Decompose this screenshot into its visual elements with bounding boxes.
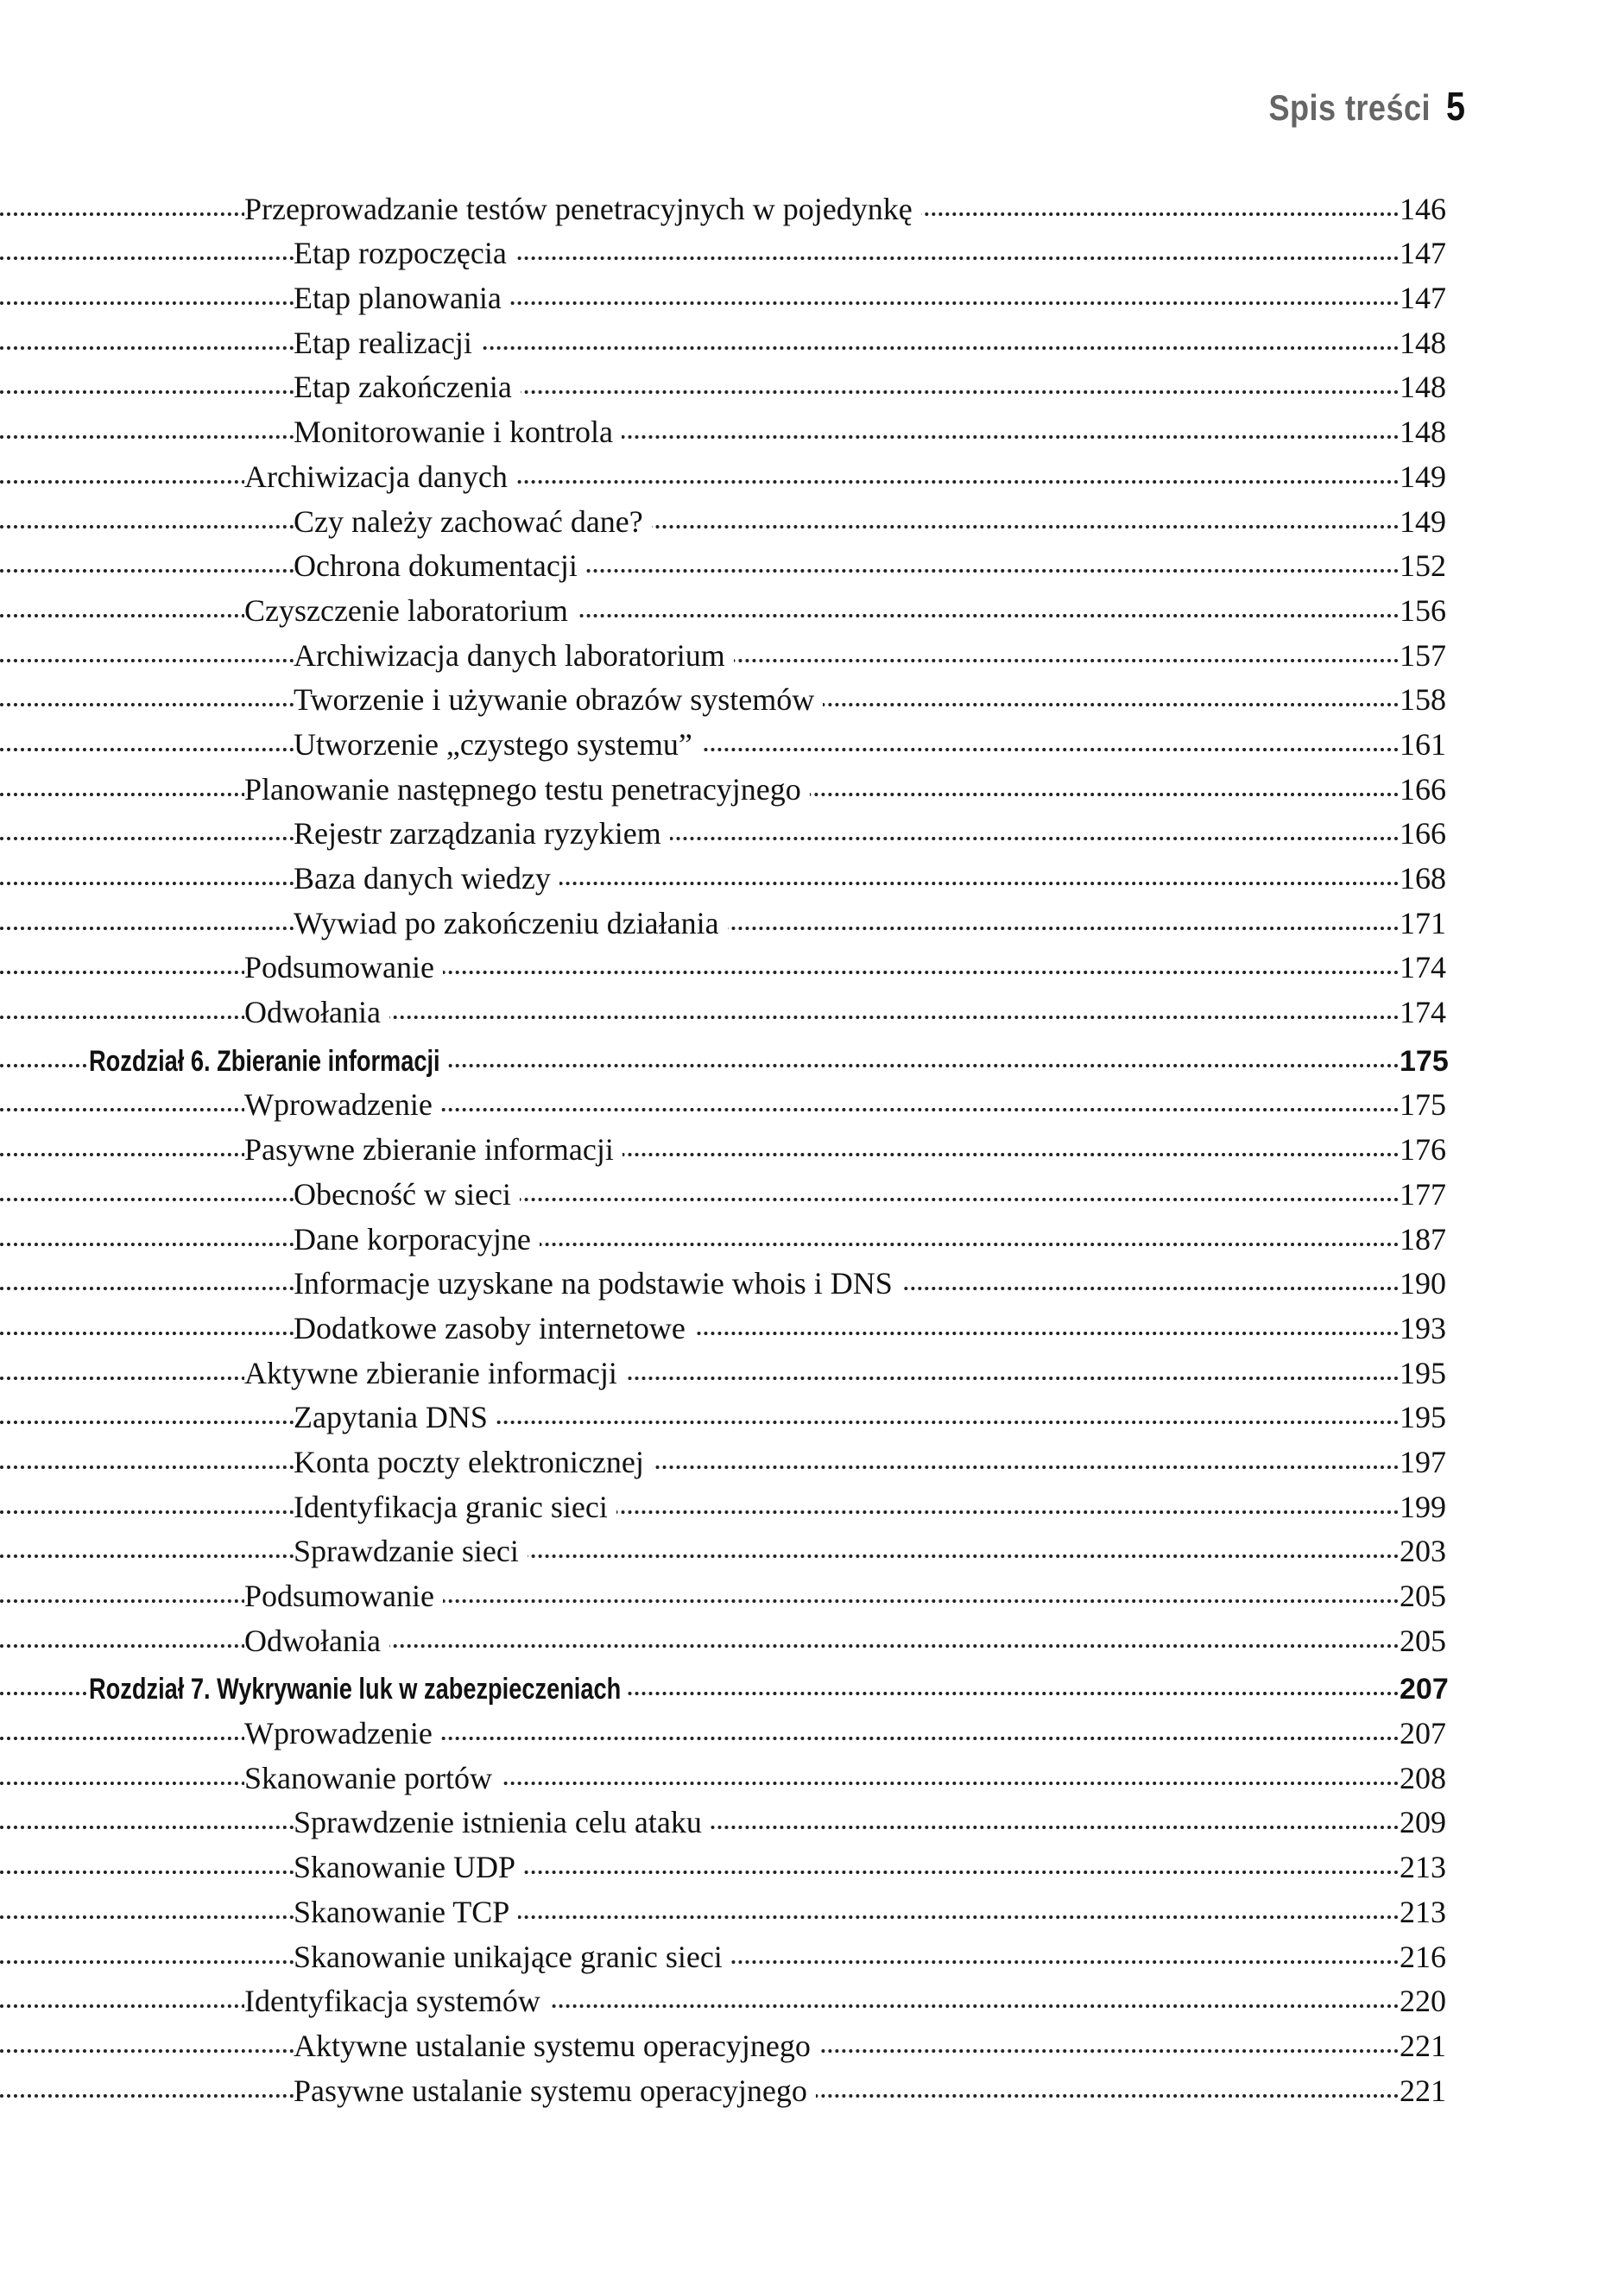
toc-entry-title: Rejestr zarządzania ryzykiem xyxy=(294,818,670,849)
toc-entry-page-number: 205 xyxy=(1400,1625,1470,1656)
toc-entry[interactable] xyxy=(0,1255,1470,1300)
toc-entry[interactable] xyxy=(0,760,1470,805)
dot-leader xyxy=(0,614,1400,617)
toc-entry[interactable] xyxy=(0,894,1470,939)
toc-entry-title: Podsumowanie xyxy=(244,952,443,983)
toc-entry-page-number: 213 xyxy=(1400,1852,1470,1883)
dot-leader xyxy=(0,1782,1400,1785)
toc-entry-title: Skanowanie UDP xyxy=(294,1852,524,1883)
toc-entry-page-number: 148 xyxy=(1400,371,1470,402)
toc-entry[interactable] xyxy=(0,1433,1470,1478)
dot-leader xyxy=(0,837,1400,840)
toc-entry[interactable] xyxy=(0,1611,1470,1656)
toc-entry[interactable] xyxy=(0,492,1470,537)
toc-entry-title: Aktywne zbieranie informacji xyxy=(244,1358,626,1389)
toc-entry-title: Ochrona dokumentacji xyxy=(294,550,586,581)
header-page-number: 5 xyxy=(1446,84,1466,129)
toc-entry[interactable] xyxy=(0,1522,1470,1567)
toc-entry-page-number: 221 xyxy=(1400,2030,1470,2061)
toc-entry-page-number: 207 xyxy=(1400,1718,1470,1749)
dot-leader xyxy=(0,301,1400,305)
dot-leader xyxy=(0,569,1400,573)
toc-entry-title: Archiwizacja danych xyxy=(244,461,516,492)
toc-entry[interactable] xyxy=(0,1076,1470,1121)
toc-entry-title: Konta poczty elektronicznej xyxy=(294,1447,653,1478)
toc-entry-page-number: 156 xyxy=(1400,595,1470,626)
toc-entry-page-number: 199 xyxy=(1400,1491,1470,1522)
toc-entry-page-number: 152 xyxy=(1400,550,1470,581)
toc-entry-title: Aktywne ustalanie systemu operacyjnego xyxy=(294,2030,819,2061)
toc-entry-page-number: 166 xyxy=(1400,774,1470,805)
toc-entry-title: Etap realizacji xyxy=(294,327,481,358)
toc-entry-page-number: 149 xyxy=(1400,461,1470,492)
toc-entry-title: Odwołania xyxy=(244,1625,389,1656)
toc-entry-title: Podsumowanie xyxy=(244,1580,443,1611)
toc-entry-page-number: 197 xyxy=(1400,1447,1470,1478)
toc-entry-title: Rozdział 7. Wykrywanie luk w zabezpieczeniach xyxy=(89,1674,628,1704)
toc-entry[interactable] xyxy=(0,983,1470,1028)
toc-entry[interactable] xyxy=(0,939,1470,984)
toc-entry-title: Obecność w sieci xyxy=(294,1179,520,1210)
toc-entry-page-number: 176 xyxy=(1400,1134,1470,1165)
toc-entry[interactable] xyxy=(0,225,1470,269)
toc-entry[interactable] xyxy=(0,1883,1470,1928)
toc-entry[interactable] xyxy=(0,1344,1470,1389)
toc-entry[interactable] xyxy=(0,2016,1470,2061)
dot-leader xyxy=(0,1243,1400,1246)
toc-entry-page-number: 195 xyxy=(1400,1358,1470,1389)
toc-entry-title: Dodatkowe zasoby internetowe xyxy=(294,1313,694,1344)
toc-entry[interactable] xyxy=(0,1120,1470,1168)
toc-entry-title: Skanowanie unikające granic sieci xyxy=(294,1941,731,1972)
dot-leader xyxy=(0,1871,1400,1874)
dot-leader xyxy=(0,1510,1400,1514)
toc-entry-page-number: 213 xyxy=(1400,1896,1470,1928)
dot-leader xyxy=(0,1915,1400,1919)
toc-entry-page-number: 216 xyxy=(1400,1941,1470,1972)
toc-entry-title: Sprawdzenie istnienia celu ataku xyxy=(294,1807,711,1838)
toc-entry-page-number: 177 xyxy=(1400,1179,1470,1210)
toc-entry-title: Wprowadzenie xyxy=(244,1718,441,1749)
toc-entry-page-number: 147 xyxy=(1400,237,1470,269)
toc-entry[interactable] xyxy=(0,581,1470,626)
toc-entry-title: Przeprowadzanie testów penetracyjnych w pojedynkę xyxy=(244,193,921,225)
toc-entry[interactable] xyxy=(0,2061,1470,2106)
dot-leader xyxy=(0,1554,1400,1558)
toc-entry-title: Planowanie następnego testu penetracyjnego xyxy=(244,774,810,805)
dot-leader xyxy=(0,1153,1400,1156)
toc-entry-page-number: 205 xyxy=(1400,1580,1470,1611)
running-header xyxy=(1242,83,1469,130)
dot-leader xyxy=(0,525,1400,529)
toc-entry-page-number: 174 xyxy=(1400,952,1470,983)
toc-entry[interactable] xyxy=(0,358,1470,403)
dot-leader xyxy=(0,1016,1400,1019)
toc-entry[interactable] xyxy=(0,1749,1470,1794)
dot-leader xyxy=(0,1377,1400,1380)
toc-chapter-entry[interactable] xyxy=(0,1031,1470,1076)
toc-entry-title: Pasywne zbieranie informacji xyxy=(244,1134,622,1165)
toc-entry-page-number: 149 xyxy=(1400,506,1470,537)
toc-entry-title: Pasywne ustalanie systemu operacyjnego xyxy=(294,2075,816,2106)
toc-entry-title: Wprowadzenie xyxy=(244,1089,441,1120)
toc-entry[interactable] xyxy=(0,1210,1470,1255)
toc-entry-title: Archiwizacja danych laboratorium xyxy=(294,640,734,671)
toc-entry-page-number: 220 xyxy=(1400,1985,1470,2016)
dot-leader xyxy=(0,1644,1400,1648)
toc-entry[interactable] xyxy=(0,715,1470,760)
toc-entry[interactable] xyxy=(0,1928,1470,1972)
dot-leader xyxy=(0,435,1400,439)
toc-entry[interactable] xyxy=(0,313,1470,358)
toc-entry-page-number: 187 xyxy=(1400,1224,1470,1255)
toc-entry-page-number: 146 xyxy=(1400,193,1470,225)
toc-entry[interactable] xyxy=(0,849,1470,894)
toc-entry-title: Zapytania DNS xyxy=(294,1402,496,1433)
dot-leader xyxy=(0,390,1400,394)
toc-entry-title: Rozdział 6. Zbieranie informacji xyxy=(89,1047,447,1076)
toc-entry-page-number: 148 xyxy=(1400,327,1470,358)
toc-entry-page-number: 175 xyxy=(1400,1089,1470,1120)
toc-list xyxy=(0,180,1470,2106)
dot-leader xyxy=(0,1198,1400,1201)
toc-entry[interactable] xyxy=(0,1389,1470,1434)
dot-leader xyxy=(0,1421,1400,1424)
toc-entry[interactable] xyxy=(0,671,1470,716)
dot-leader xyxy=(0,346,1400,350)
toc-entry-page-number: 209 xyxy=(1400,1807,1470,1838)
toc-entry[interactable] xyxy=(0,1838,1470,1883)
toc-entry[interactable] xyxy=(0,537,1470,582)
dot-leader xyxy=(0,882,1400,885)
toc-entry-title: Identyfikacja granic sieci xyxy=(294,1491,616,1522)
toc-entry-page-number: 193 xyxy=(1400,1313,1470,1344)
toc-entry-title: Czy należy zachować dane? xyxy=(294,506,652,537)
dot-leader xyxy=(0,1466,1400,1469)
dot-leader xyxy=(0,256,1400,260)
toc-entry-title: Etap zakończenia xyxy=(294,371,521,402)
toc-entry[interactable] xyxy=(0,1299,1470,1344)
toc-entry-title: Utworzenie „czystego systemu” xyxy=(294,729,701,760)
toc-entry-title: Etap rozpoczęcia xyxy=(294,237,515,269)
toc-entry-title: Etap planowania xyxy=(294,282,510,313)
dot-leader xyxy=(0,971,1400,974)
toc-entry-page-number: 207 xyxy=(1400,1674,1470,1704)
toc-entry-page-number: 168 xyxy=(1400,863,1470,894)
toc-entry-page-number: 174 xyxy=(1400,997,1470,1028)
toc-entry-page-number: 190 xyxy=(1400,1268,1470,1299)
toc-entry[interactable] xyxy=(0,1165,1470,1210)
toc-entry-title: Skanowanie TCP xyxy=(294,1896,518,1928)
toc-entry[interactable] xyxy=(0,1704,1470,1749)
dot-leader xyxy=(0,1108,1400,1111)
toc-entry[interactable] xyxy=(0,626,1470,671)
toc-entry-page-number: 203 xyxy=(1400,1535,1470,1567)
toc-entry-page-number: 161 xyxy=(1400,729,1470,760)
toc-entry[interactable] xyxy=(0,1567,1470,1611)
toc-entry-title: Odwołania xyxy=(244,997,389,1028)
toc-entry-page-number: 221 xyxy=(1400,2075,1470,2106)
toc-entry-page-number: 148 xyxy=(1400,416,1470,447)
toc-entry-page-number: 208 xyxy=(1400,1763,1470,1794)
toc-entry-title: Baza danych wiedzy xyxy=(294,863,559,894)
toc-entry-title: Identyfikacja systemów xyxy=(244,1985,549,2016)
toc-entry[interactable] xyxy=(0,180,1470,225)
toc-entry-page-number: 166 xyxy=(1400,818,1470,849)
toc-entry-page-number: 147 xyxy=(1400,282,1470,313)
toc-entry-page-number: 157 xyxy=(1400,640,1470,671)
toc-entry[interactable] xyxy=(0,1794,1470,1839)
dot-leader xyxy=(0,1599,1400,1603)
toc-entry[interactable] xyxy=(0,1478,1470,1522)
toc-entry[interactable] xyxy=(0,447,1470,492)
toc-entry-title: Informacje uzyskane na podstawie whois i DNS xyxy=(294,1268,901,1299)
toc-entry-page-number: 158 xyxy=(1400,684,1470,715)
dot-leader xyxy=(0,480,1400,484)
toc-entry-title: Czyszczenie laboratorium xyxy=(244,595,577,626)
toc-entry-title: Skanowanie portów xyxy=(244,1763,501,1794)
toc-chapter-entry[interactable] xyxy=(0,1660,1470,1705)
toc-entry[interactable] xyxy=(0,402,1470,450)
toc-entry[interactable] xyxy=(0,269,1470,316)
toc-entry-page-number: 171 xyxy=(1400,908,1470,939)
dot-leader xyxy=(0,1737,1400,1740)
dot-leader xyxy=(0,2004,1400,2008)
toc-entry-title: Tworzenie i używanie obrazów systemów xyxy=(294,684,823,715)
toc-entry-title: Monitorowanie i kontrola xyxy=(294,416,622,447)
dot-leader xyxy=(0,1332,1400,1335)
toc-entry[interactable] xyxy=(0,1972,1470,2017)
toc-entry-title: Wywiad po zakończeniu działania xyxy=(294,908,728,939)
toc-entry[interactable] xyxy=(0,805,1470,850)
toc-entry-page-number: 175 xyxy=(1400,1047,1470,1076)
toc-entry-title: Sprawdzanie sieci xyxy=(294,1535,528,1567)
toc-entry-page-number: 195 xyxy=(1400,1402,1470,1433)
toc-entry-title: Dane korporacyjne xyxy=(294,1224,540,1255)
header-title: Spis treści xyxy=(1268,87,1431,128)
